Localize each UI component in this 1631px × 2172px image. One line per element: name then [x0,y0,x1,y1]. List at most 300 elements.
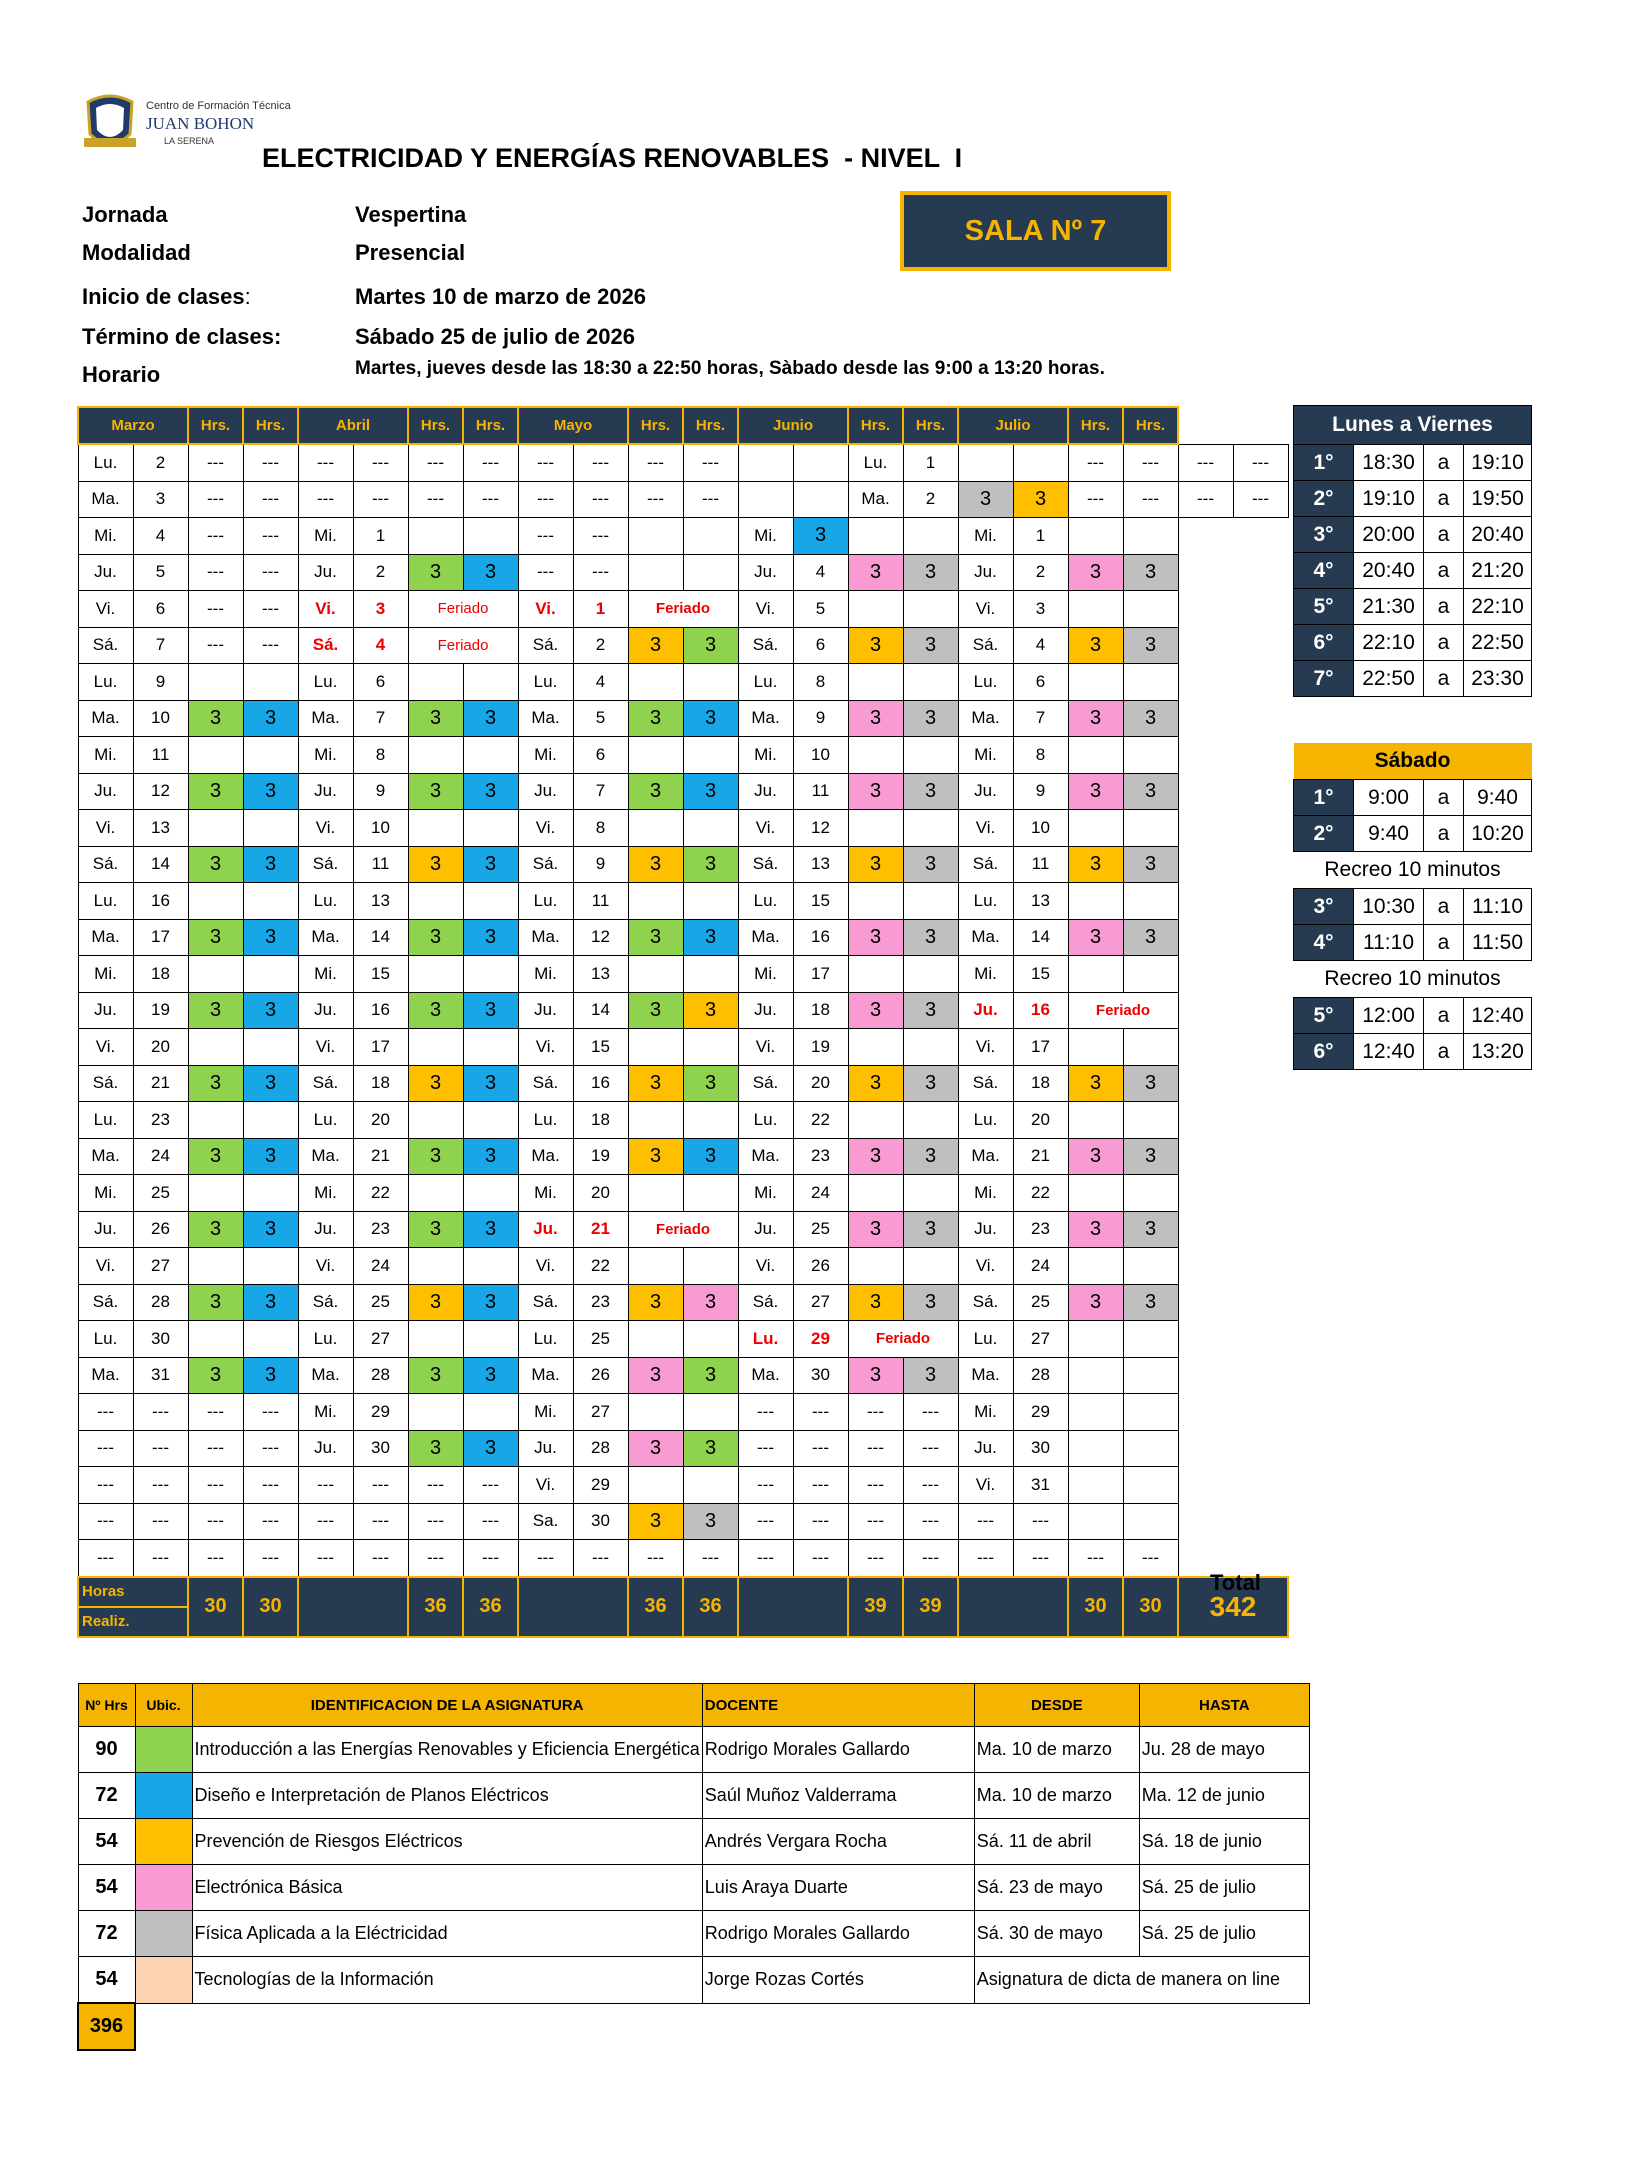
period-number: 2° [1294,481,1354,517]
calendar-cell: --- [133,1467,188,1504]
calendar-cell: 3 [1123,1138,1178,1175]
calendar-cell: --- [573,444,628,481]
calendar-row [78,1430,1288,1467]
calendar-cell: 9 [573,846,628,883]
calendar-cell [243,1029,298,1066]
subjects-header-cell: Nº Hrs [78,1684,135,1727]
calendar-cell: 14 [1013,919,1068,956]
calendar-cell: --- [958,1503,1013,1540]
calendar-cell [1068,518,1123,555]
subject-row [78,1957,1309,2004]
subject-teacher: Jorge Rozas Cortés [702,1957,974,2004]
calendar-cell: 28 [133,1284,188,1321]
calendar-cell: 20 [353,1102,408,1139]
calendar-row [78,1175,1288,1212]
calendar-cell [738,444,793,481]
schedule-cell: 20:00 [1354,517,1424,553]
period-number: 3° [1294,889,1354,925]
schedule-cell: 22:10 [1354,625,1424,661]
logo-line-3: LA SERENA [164,136,215,146]
calendar-cell: --- [188,627,243,664]
calendar-cell: 3 [903,846,958,883]
calendar-cell: 3 [408,554,463,591]
calendar-cell [408,883,463,920]
schedule-row [1294,517,1532,553]
calendar-cell: 27 [573,1394,628,1431]
calendar-cell: 3 [628,1138,683,1175]
calendar-cell: Vi. [958,1029,1013,1066]
subject-name: Diseño e Interpretación de Planos Eléctricos [192,1773,702,1819]
calendar-cell: 12 [793,810,848,847]
calendar-cell: Mi. [518,737,573,774]
schedule-cell: 19:50 [1464,481,1532,517]
calendar-cell: --- [78,1540,133,1577]
calendar-cell: --- [1233,444,1288,481]
subject-from: Sá. 23 de mayo [974,1865,1139,1911]
calendar-cell [683,810,738,847]
calendar-cell: Sá. [298,846,353,883]
calendar-row [78,1284,1288,1321]
calendar-cell: Lu. [738,1321,793,1358]
calendar-row [78,810,1288,847]
calendar-cell: Mi. [298,1394,353,1431]
calendar-cell [1123,1248,1178,1285]
schedule-cell: a [1424,780,1464,816]
calendar-cell: 30 [793,1357,848,1394]
calendar-cell: 11 [133,737,188,774]
calendar-cell [683,1394,738,1431]
calendar-cell: 3 [243,1138,298,1175]
calendar-cell: 17 [353,1029,408,1066]
calendar-cell: 3 [903,1138,958,1175]
subject-to: Ju. 28 de mayo [1139,1727,1309,1773]
calendar-cell: Ma. [518,700,573,737]
calendar-cell: 8 [573,810,628,847]
calendar-cell: 3 [188,1211,243,1248]
calendar-cell: --- [1123,481,1178,518]
calendar-cell: Vi. [298,810,353,847]
calendar-cell: 3 [628,1357,683,1394]
calendar-cell: 3 [408,846,463,883]
calendar-cell: 3 [903,1357,958,1394]
calendar-cell: 3 [1123,846,1178,883]
calendar-cell: Sá. [78,1284,133,1321]
calendar-cell: 24 [133,1138,188,1175]
calendar-cell [188,883,243,920]
schedule-cell: 21:30 [1354,589,1424,625]
inicio-value: Martes 10 de marzo de 2026 [355,284,647,309]
calendar-cell: 7 [1013,700,1068,737]
calendar-cell: 3 [463,992,518,1029]
calendar-cell: 20 [1013,1102,1068,1139]
calendar-cell: Ma. [848,481,903,518]
period-number: 6° [1294,625,1354,661]
calendar-cell: 26 [793,1248,848,1285]
calendar-cell [1068,810,1123,847]
calendar-cell [1123,810,1178,847]
calendar-cell: 3 [1013,591,1068,628]
calendar-cell: 3 [463,773,518,810]
calendar-cell: 3 [848,1284,903,1321]
calendar-cell: 3 [1068,627,1123,664]
calendar-cell: --- [243,481,298,518]
calendar-cell [188,1175,243,1212]
calendar-header-cell: Hrs. [903,407,958,444]
calendar-cell: 8 [793,664,848,701]
calendar-cell [903,591,958,628]
calendar-cell [1123,1503,1178,1540]
calendar-cell: --- [78,1503,133,1540]
calendar-cell: 17 [793,956,848,993]
calendar-cell: 25 [353,1284,408,1321]
calendar-cell: --- [298,481,353,518]
calendar-cell: Mi. [958,1175,1013,1212]
calendar-cell: 10 [1013,810,1068,847]
calendar-cell: Feriado [628,591,738,628]
calendar-cell: Mi. [958,737,1013,774]
calendar-cell: 12 [573,919,628,956]
schedule-cell: a [1424,661,1464,697]
calendar-cell: --- [188,591,243,628]
calendar-cell: Ju. [738,554,793,591]
calendar-cell: 3 [463,700,518,737]
calendar-cell: --- [1178,444,1233,481]
horario-value: Martes, jueves desde las 18:30 a 22:50 horas, Sàbado desde las 9:00 a 13:20 horas. [355,358,1105,379]
calendar-cell: Ma. [518,1357,573,1394]
calendar-row [78,992,1288,1029]
calendar-cell [848,737,903,774]
schedule-row [1294,481,1532,517]
hours-total: 30 [1123,1577,1178,1637]
calendar-cell: --- [78,1467,133,1504]
calendar-cell: 4 [133,518,188,555]
period-number: 5° [1294,998,1354,1034]
hours-total: 36 [463,1577,518,1637]
calendar-cell: --- [188,1394,243,1431]
calendar-cell [408,1394,463,1431]
calendar-cell [903,956,958,993]
schedule-cell: 11:10 [1464,889,1532,925]
calendar-cell: Lu. [78,1102,133,1139]
calendar-cell: --- [353,444,408,481]
subject-color-swatch [135,1819,192,1865]
calendar-cell [848,883,903,920]
schedule-row [1294,816,1532,852]
calendar-cell: 18 [793,992,848,1029]
calendar-cell: Lu. [298,664,353,701]
calendar-cell [463,956,518,993]
calendar-cell: --- [353,1540,408,1577]
calendar-cell: --- [738,1503,793,1540]
calendar-cell: 23 [1013,1211,1068,1248]
calendar-row [78,554,1288,591]
calendar-cell: 15 [1013,956,1068,993]
calendar-cell: Vi. [518,591,573,628]
calendar-cell: 17 [1013,1029,1068,1066]
calendar-cell: 3 [903,773,958,810]
calendar-cell: Vi. [958,1467,1013,1504]
page-title: ELECTRICIDAD Y ENERGÍAS RENOVABLES - NIVEL I [262,143,963,173]
calendar-cell: --- [463,1467,518,1504]
calendar-cell: Sá. [738,627,793,664]
calendar-cell: Ma. [78,700,133,737]
calendar-cell: Ju. [298,773,353,810]
schedule-row [1294,998,1532,1034]
calendar-cell: 24 [353,1248,408,1285]
calendar-cell [1068,591,1123,628]
calendar-cell: 6 [1013,664,1068,701]
calendar-cell: --- [1068,481,1123,518]
calendar-header-cell: Hrs. [1068,407,1123,444]
calendar-cell: --- [298,1540,353,1577]
calendar-cell [848,1175,903,1212]
schedule-cell: 20:40 [1354,553,1424,589]
schedule-cell: a [1424,998,1464,1034]
calendar-cell: 3 [408,992,463,1029]
schedule-cell: 22:10 [1464,589,1532,625]
calendar-cell: Ma. [738,1357,793,1394]
schedule-cell: 22:50 [1464,625,1532,661]
calendar-cell: 3 [903,992,958,1029]
calendar-cell: 16 [133,883,188,920]
calendar-cell: Ju. [958,992,1013,1029]
hours-total: 30 [188,1577,243,1637]
calendar-row [78,1065,1288,1102]
schedule-cell: a [1424,925,1464,961]
calendar-cell: --- [243,591,298,628]
calendar-cell: 13 [353,883,408,920]
calendar-cell: --- [243,444,298,481]
schedule-cell: 20:40 [1464,517,1532,553]
inicio-colon: : [244,284,251,309]
calendar-cell: 3 [1068,846,1123,883]
calendar-cell: Feriado [628,1211,738,1248]
calendar-cell [628,1102,683,1139]
calendar-cell: 3 [1123,919,1178,956]
calendar-cell: 15 [353,956,408,993]
totals-row [78,1577,1288,1607]
calendar-cell [188,1248,243,1285]
calendar-cell: Ma. [958,1357,1013,1394]
subject-name: Introducción a las Energías Renovables y Eficiencia Energética [192,1727,702,1773]
calendar-cell: --- [573,481,628,518]
calendar-cell: Ma. [738,700,793,737]
calendar-cell: 4 [573,664,628,701]
weekday-schedule-title: Lunes a Viernes [1294,406,1532,445]
subject-row [78,1819,1309,1865]
calendar-cell: --- [518,481,573,518]
calendar-cell: Ju. [298,992,353,1029]
hours-total: 39 [848,1577,903,1637]
calendar-cell [188,956,243,993]
calendar-cell: --- [243,1503,298,1540]
calendar-cell: --- [518,444,573,481]
calendar-cell: 6 [353,664,408,701]
calendar-cell: 3 [958,481,1013,518]
calendar-cell: 3 [628,1065,683,1102]
subject-from: Ma. 10 de marzo [974,1727,1139,1773]
calendar-cell: 29 [1013,1394,1068,1431]
calendar-cell: 20 [793,1065,848,1102]
calendar-cell: --- [1013,1540,1068,1577]
blank-cell [135,2003,192,2050]
calendar-cell: Sá. [518,846,573,883]
calendar-cell: 7 [573,773,628,810]
calendar-cell: 25 [793,1211,848,1248]
subject-to: Sá. 25 de julio [1139,1865,1309,1911]
hours-total: 36 [408,1577,463,1637]
calendar-cell [243,810,298,847]
calendar-cell: Mi. [298,518,353,555]
calendar-cell [463,664,518,701]
schedule-row [1294,589,1532,625]
calendar-cell: 3 [628,1284,683,1321]
subjects-header-cell: DOCENTE [702,1684,974,1727]
calendar-cell [848,956,903,993]
calendar-cell: 3 [133,481,188,518]
calendar-cell: 23 [353,1211,408,1248]
period-number: 7° [1294,661,1354,697]
schedule-cell: 10:30 [1354,889,1424,925]
calendar-cell: 3 [683,992,738,1029]
calendar-cell: 3 [903,554,958,591]
calendar-cell: --- [188,1467,243,1504]
calendar-cell [628,554,683,591]
calendar-cell: 3 [848,1138,903,1175]
calendar-cell: 3 [463,1284,518,1321]
calendar-cell [683,1102,738,1139]
calendar-cell: 3 [243,992,298,1029]
calendar-cell [408,737,463,774]
calendar-cell: 28 [1013,1357,1068,1394]
calendar-cell: --- [793,1467,848,1504]
subject-color-swatch [135,1957,192,2004]
calendar-cell [1068,1248,1123,1285]
calendar-cell: --- [188,444,243,481]
calendar-cell: 3 [463,1357,518,1394]
calendar-row [78,1029,1288,1066]
calendar-cell: --- [1233,481,1288,518]
calendar-cell: 13 [133,810,188,847]
calendar-cell [1123,1029,1178,1066]
jornada-value: Vespertina [355,202,467,227]
calendar-cell: Lu. [958,1321,1013,1358]
calendar-cell [188,1321,243,1358]
calendar-cell: 27 [133,1248,188,1285]
calendar-cell [1123,883,1178,920]
calendar-cell: 11 [573,883,628,920]
calendar-row [78,591,1288,628]
calendar-cell [628,664,683,701]
calendar-cell: 10 [353,810,408,847]
blank-cell [192,2003,702,2050]
calendar-cell: 10 [133,700,188,737]
calendar-cell: Ma. [958,1138,1013,1175]
calendar-cell: Lu. [848,444,903,481]
calendar-row [78,846,1288,883]
calendar-row [78,1138,1288,1175]
calendar-cell [628,956,683,993]
calendar-cell: 3 [848,627,903,664]
calendar-cell: Ju. [78,554,133,591]
calendar-cell: 5 [573,700,628,737]
calendar-cell [463,737,518,774]
calendar-cell: Lu. [738,664,793,701]
calendar-cell: 3 [628,992,683,1029]
calendar-cell: Vi. [298,1248,353,1285]
calendar-cell: 3 [1068,919,1123,956]
subject-row [78,1865,1309,1911]
calendar-row [78,773,1288,810]
calendar-cell: 18 [353,1065,408,1102]
calendar-cell [463,518,518,555]
calendar-cell: 3 [408,1430,463,1467]
termino-value: Sábado 25 de julio de 2026 [355,324,635,349]
calendar-cell: 3 [848,1357,903,1394]
calendar-cell: Lu. [518,664,573,701]
calendar-cell: Vi. [518,1029,573,1066]
calendar-header-cell: Hrs. [1123,407,1178,444]
calendar-row [78,444,1288,481]
calendar-cell: --- [683,1540,738,1577]
calendar-cell: --- [518,1540,573,1577]
calendar-cell: 3 [243,773,298,810]
calendar-cell: --- [628,444,683,481]
calendar-cell: Ju. [958,554,1013,591]
calendar-cell: 16 [573,1065,628,1102]
calendar-cell [1068,737,1123,774]
calendar-cell: 18 [133,956,188,993]
calendar-cell [848,664,903,701]
calendar-cell: 31 [133,1357,188,1394]
calendar-cell: 3 [353,591,408,628]
calendar-cell [408,1175,463,1212]
schedule-cell: 13:20 [1464,1034,1532,1070]
horas-label: Horas [78,1577,188,1607]
calendar-cell: --- [1178,481,1233,518]
horario-label: Horario [82,362,161,387]
calendar-cell [408,810,463,847]
calendar-cell: --- [353,1503,408,1540]
subject-to: Ma. 12 de junio [1139,1773,1309,1819]
calendar-cell [1068,1503,1123,1540]
calendar-cell: 30 [573,1503,628,1540]
calendar-cell [683,1248,738,1285]
calendar-header-cell: Hrs. [243,407,298,444]
calendar-cell: 3 [1068,773,1123,810]
calendar-cell: 27 [1013,1321,1068,1358]
calendar-cell: 3 [903,627,958,664]
calendar-cell: --- [903,1540,958,1577]
subject-name: Física Aplicada a la Eléctricidad [192,1911,702,1957]
hours-total: 30 [1068,1577,1123,1637]
calendar-header-cell: Hrs. [848,407,903,444]
schedule-cell: 21:20 [1464,553,1532,589]
calendar-cell: Ju. [298,1430,353,1467]
calendar-cell: Sá. [518,1065,573,1102]
calendar-row [78,1467,1288,1504]
calendar-cell: Lu. [958,1102,1013,1139]
calendar-cell: 24 [1013,1248,1068,1285]
calendar-cell: --- [78,1394,133,1431]
calendar-cell: --- [1068,444,1123,481]
calendar-cell: Ma. [78,1357,133,1394]
calendar-cell [903,1175,958,1212]
calendar-cell: --- [848,1430,903,1467]
calendar-cell: Lu. [518,1321,573,1358]
calendar-cell [628,883,683,920]
calendar-cell: Mi. [518,956,573,993]
